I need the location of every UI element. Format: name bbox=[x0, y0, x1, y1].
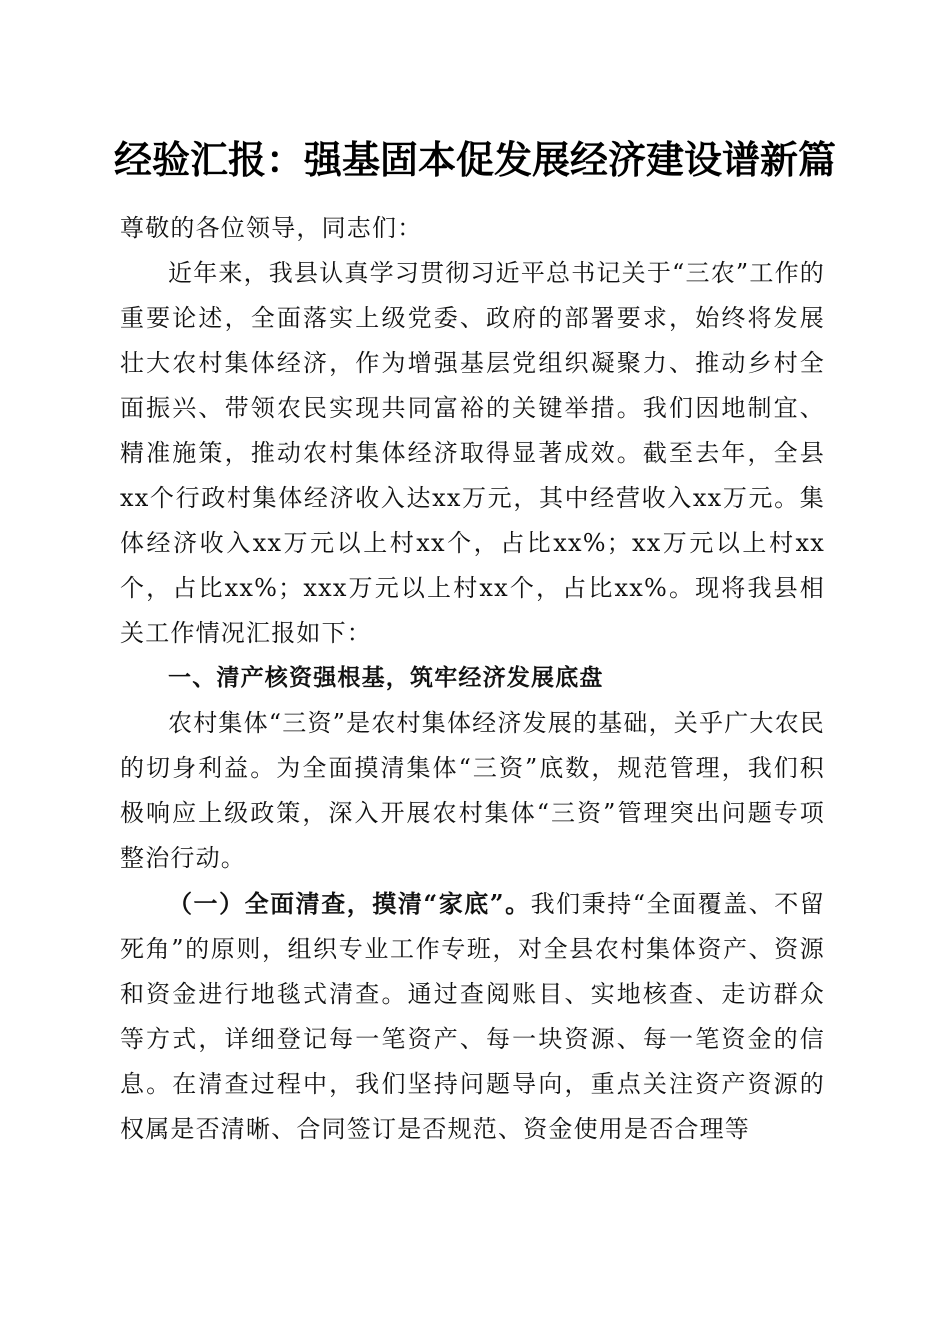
subsection-1-heading: （一）全面清查，摸清“家底”。 bbox=[168, 889, 531, 918]
intro-paragraph: 近年来，我县认真学习贯彻习近平总书记关于“三农”工作的重要论述，全面落实上级党委、政府的部署要求，始终将发展壮大农村集体经济，作为增强基层党组织凝聚力、推动乡村全面振兴、带领农民实现共同富裕的关键举措。我们因地制宜、精准施策，推动农村集体经济取得显著成效。截至去年，全县xx个行政村集体经济收入达xx万元，其中经营收入xx万元。集体经济收入xx万元以上村xx个，占比xx%；xx万元以上村xx个，占比xx%；xxx万元以上村xx个，占比xx%。现将我县相关工作情况汇报如下： bbox=[120, 259, 825, 647]
subsection-1-paragraph bbox=[120, 881, 825, 1152]
section-1-heading: 一、清产核资强根基，筑牢经济发展底盘 bbox=[168, 665, 604, 691]
greeting: 尊敬的各位领导，同志们： bbox=[120, 214, 423, 242]
document-title: 经验汇报：强基固本促发展经济建设谱新篇 bbox=[113, 137, 836, 182]
subsection-1-text: 我们秉持“全面覆盖、不留死角”的原则，组织专业工作专班，对全县农村集体资产、资源和资金进行地毯式清查。通过查阅账目、实地核查、走访群众等方式，详细登记每一笔资产、每一块资源、每一笔资金的信息。在清查过程中，我们坚持问题导向，重点关注资产资源的权属是否清晰、合同签订是否规范、资金使用是否合理等 bbox=[120, 890, 825, 1143]
document-body bbox=[120, 206, 825, 1152]
section-1-paragraph: 农村集体“三资”是农村集体经济发展的基础，关乎广大农民的切身利益。为全面摸清集体“三资”底数，规范管理，我们积极响应上级政策，深入开展农村集体“三资”管理突出问题专项整治行动。 bbox=[120, 709, 825, 872]
